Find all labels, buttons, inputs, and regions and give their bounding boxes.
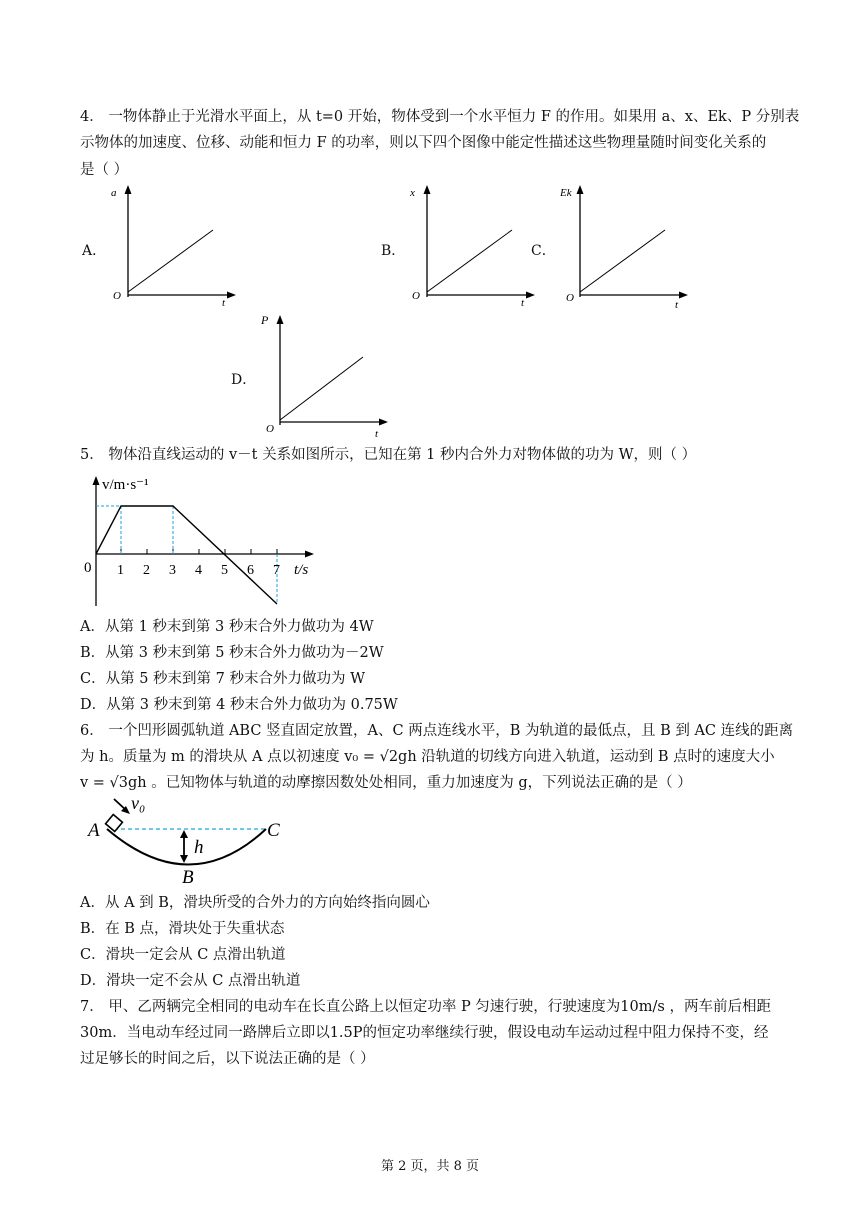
q4-graph-d-xlabel: t [375,428,379,440]
page-footer: 第 2 页，共 8 页 [380,1159,480,1174]
q5-graph-ylabel: v/m·s⁻¹ [102,477,149,493]
q6-label-a: A [88,820,100,841]
q6-label-h: h [194,837,204,858]
q4-graph-a [108,182,238,307]
q5-tick-7: 7 [273,563,280,578]
q4-graph-b-ylabel: x [410,187,415,199]
q4-line2: 示物体的加速度、位移、动能和恒力 F 的功率，则以下四个图像中能定性描述这些物理量随时间变化关系的 [80,135,767,151]
q7-line2: 30m．当电动车经过同一路牌后立即以1.5P的恒定功率继续行驶，假设电动车运动过程中阻力保持不变，经 [80,1025,769,1041]
q6-line3: v = √3gh 。已知物体与轨道的动摩擦因数处处相同，重力加速度为 g，下列说法正确的是（ ） [80,775,692,791]
q5-tick-3: 3 [169,563,176,578]
q5-option-b: B．从第 3 秒末到第 5 秒末合外力做功为－2W [80,645,384,661]
q4-graph-a-xlabel: t [222,297,226,307]
q5-tick-4: 4 [195,563,202,578]
q4-option-d-label: D． [231,372,257,388]
q6-line1: 6． 一个凹形圆弧轨道 ABC 竖直固定放置，A、C 两点连线水平，B 为轨道的最低点，且 B 到 AC 连线的距离 [80,723,794,739]
q5-tick-5: 5 [221,563,228,578]
q4-option-c-label: C． [531,243,556,259]
q7-line3: 过足够长的时间之后，以下说法正确的是（ ） [80,1051,375,1067]
q5-tick-6: 6 [247,563,254,578]
q4-graph-b [407,182,537,307]
q5-line1: 5． 物体沿直线运动的 v－t 关系如图所示，已知在第 1 秒内合外力对物体做的功为 W，则（ ） [80,447,697,463]
q4-graph-b-xlabel: t [521,297,525,307]
q4-graph-c-xlabel: t [675,299,679,310]
q5-tick-2: 2 [143,563,150,578]
q6-line2: 为 h。质量为 m 的滑块从 A 点以初速度 v₀ = √2gh 沿轨道的切线方向进入轨道，运动到 B 点时的速度大小 [80,749,775,765]
q5-vt-graph [80,470,325,610]
q4-graph-d-origin: O [266,423,274,435]
q6-option-c: C．滑块一定会从 C 点滑出轨道 [80,947,286,963]
q6-label-v0: v₀ [131,795,146,813]
q7-line1: 7． 甲、乙两辆完全相同的电动车在长直公路上以恒定功率 P 匀速行驶，行驶速度为10m/s ，两车前后相距 [80,999,771,1015]
q6-track-figure [84,795,294,890]
q5-graph-xlabel: t/s [294,562,309,578]
q5-tick-1: 1 [117,563,124,578]
q6-label-c: C [267,820,280,841]
q6-option-d: D．滑块一定不会从 C 点滑出轨道 [80,973,301,989]
q4-graph-d [258,310,393,440]
q5-option-c: C．从第 5 秒末到第 7 秒末合外力做功为 W [80,671,365,687]
q5-option-d: D．从第 3 秒末到第 4 秒末合外力做功为 0.75W [80,697,398,713]
q6-option-a: A．从 A 到 B，滑块所受的合外力的方向始终指向圆心 [80,895,430,911]
q4-option-b-label: B． [381,243,406,259]
q4-graph-d-ylabel: P [261,313,269,327]
q4-graph-c [558,180,693,310]
q4-graph-a-origin: O [113,290,121,302]
q5-graph-origin: 0 [84,560,92,576]
q4-option-a-label: A． [82,243,107,259]
q4-graph-b-origin: O [412,290,420,302]
q4-graph-a-ylabel: a [111,187,117,199]
q5-option-a: A．从第 1 秒末到第 3 秒末合外力做功为 4W [80,619,374,635]
q6-option-b: B．在 B 点，滑块处于失重状态 [80,921,285,937]
q4-line3: 是（ ） [80,162,129,178]
q6-label-b: B [182,867,194,888]
q4-graph-c-ylabel: Ek [560,187,572,199]
q4-line1: 4． 一物体静止于光滑水平面上，从 t=0 开始，物体受到一个水平恒力 F 的作用。如果用 a、x、Ek、P 分别表 [80,109,800,125]
q4-graph-c-origin: O [566,292,574,304]
